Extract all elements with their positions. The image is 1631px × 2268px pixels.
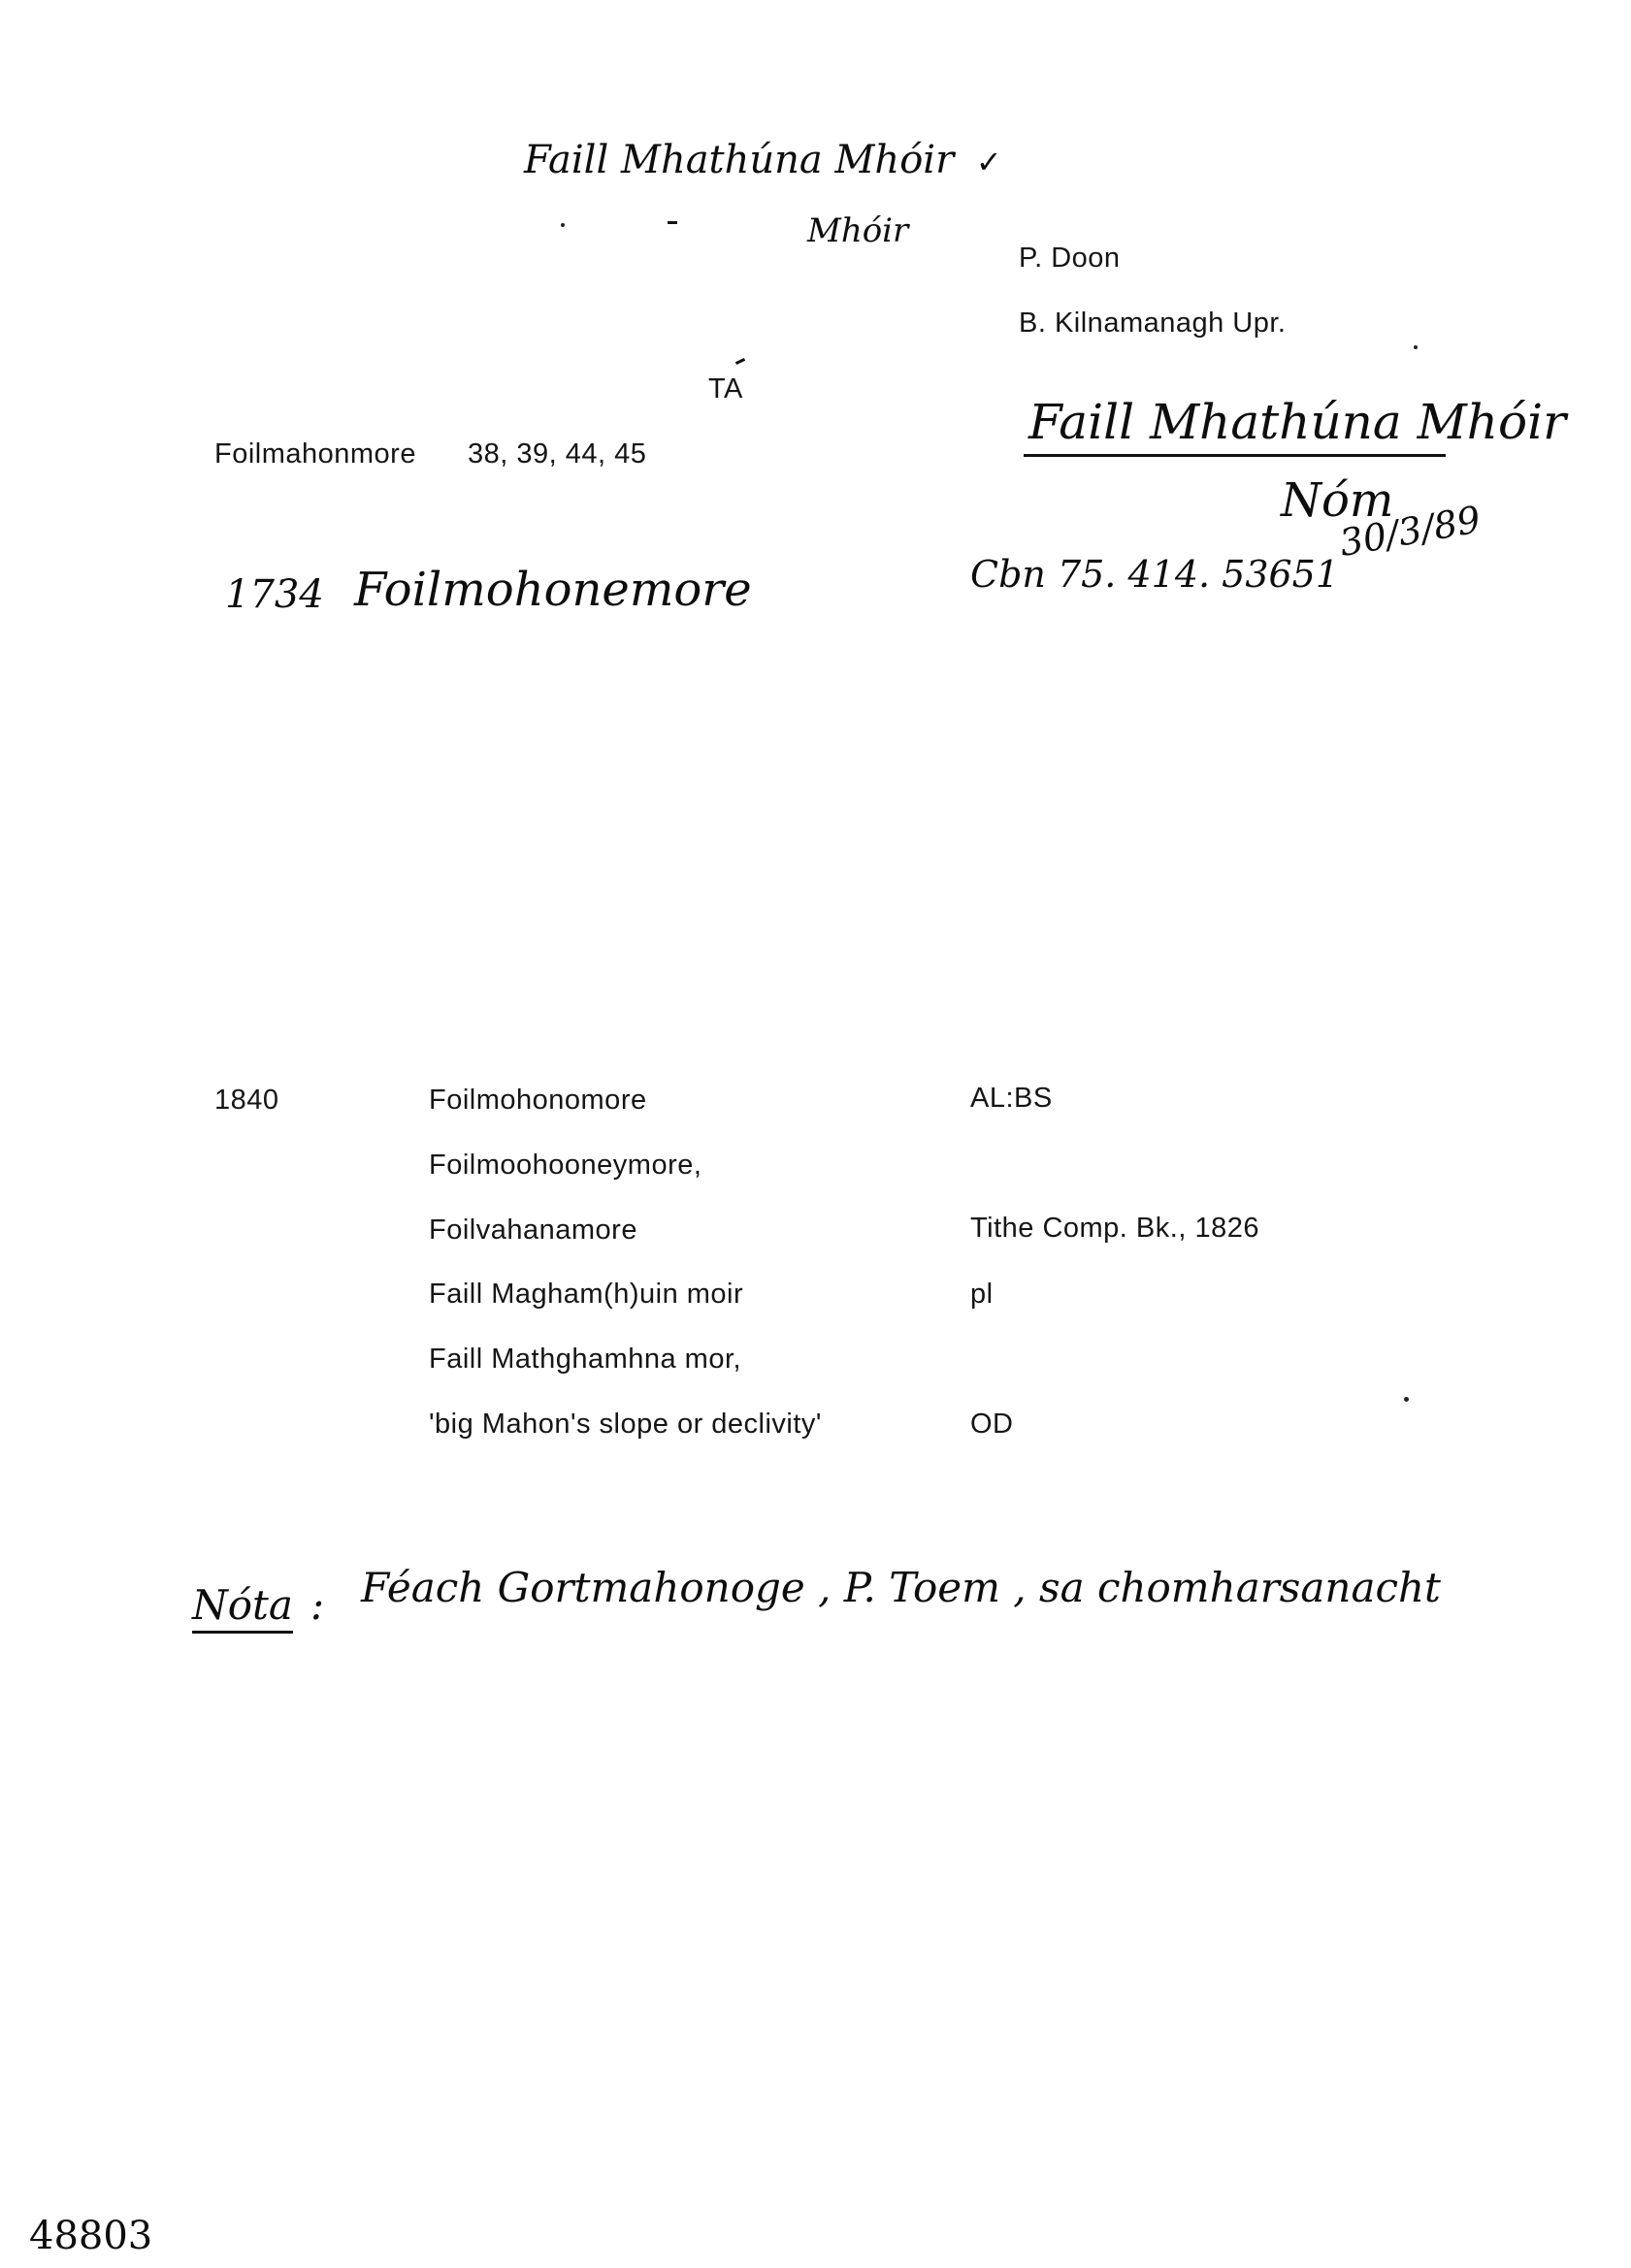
- note-label: [192, 1581, 324, 1629]
- ta-label: TA: [708, 373, 743, 405]
- source-row-source: pl: [970, 1279, 994, 1310]
- source-row-source: OD: [970, 1409, 1014, 1440]
- note-label-text: Nóta: [192, 1581, 293, 1634]
- source-row-form: Foilmohonomore: [429, 1085, 647, 1116]
- handwritten-date: 30/3/89: [1336, 498, 1484, 565]
- pen-dash: [668, 221, 677, 224]
- sources-year: 1840: [214, 1085, 279, 1116]
- official-form-underline: [1024, 454, 1446, 457]
- handwritten-title-text: Faill Mhathúna Mhóir: [524, 138, 955, 182]
- stray-dot: [1404, 1397, 1409, 1402]
- handwritten-reference: Cbn 75. 414. 53651: [970, 553, 1340, 596]
- note-colon: :: [310, 1581, 325, 1629]
- handwritten-official-form: Faill Mhathúna Mhóir: [1028, 394, 1566, 450]
- note-text: Féach Gortmahonoge , P. Toem , sa chomharsanacht: [361, 1564, 1441, 1611]
- source-row-form: Foilmoohooneymore,: [429, 1150, 702, 1181]
- ta-accent: [735, 358, 745, 365]
- handwritten-1734-year: 1734: [225, 572, 324, 617]
- handwritten-1734-form: Foilmohonemore: [354, 563, 752, 617]
- check-mark-icon: ✓: [975, 144, 1002, 180]
- pen-dot: [561, 223, 565, 227]
- sheet-numbers: 38, 39, 44, 45: [468, 438, 647, 470]
- source-row-form: Faill Magham(h)uin moir: [429, 1279, 744, 1310]
- parish-label: P. Doon: [1019, 243, 1121, 274]
- source-row-form: Faill Mathghamhna mor,: [429, 1344, 742, 1375]
- handwritten-title-line1: [524, 138, 1002, 182]
- source-row-form: Foilvahanamore: [429, 1215, 637, 1246]
- stray-dot: [1414, 345, 1418, 349]
- townland-name: Foilmahonmore: [214, 438, 416, 470]
- source-row-source: AL:BS: [970, 1083, 1053, 1114]
- handwritten-title-line2: Mhóir: [807, 211, 909, 250]
- source-row-source: Tithe Comp. Bk., 1826: [970, 1213, 1259, 1244]
- barony-label: B. Kilnamanagh Upr.: [1019, 308, 1287, 339]
- catalogue-number: 48803: [29, 2214, 153, 2258]
- source-row-form: 'big Mahon's slope or declivity': [429, 1409, 822, 1440]
- handwritten-status: Nóm: [1281, 473, 1394, 528]
